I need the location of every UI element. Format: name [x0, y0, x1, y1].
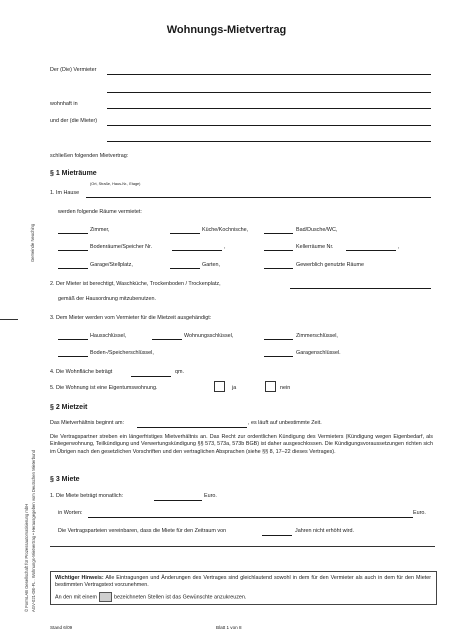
zimmerkey-label: Zimmerschlüssel,: [296, 333, 338, 339]
begin-date-field[interactable]: [137, 427, 247, 428]
area-field[interactable]: [131, 376, 171, 377]
keller-nr-field[interactable]: [346, 250, 396, 251]
section-1-heading: § 1 Mieträume: [50, 170, 97, 177]
side-brand-text: © FormLAB Gesellschaft für Prozessautomatisierung mbH: [24, 503, 29, 612]
tenant-field-2[interactable]: [107, 141, 431, 142]
rent-words-field[interactable]: [88, 517, 413, 518]
conclude-text: schließen folgenden Mietvertrag:: [50, 153, 129, 159]
zimmer-label: Zimmer,: [90, 227, 110, 233]
keller-label: Kellerräume Nr.: [296, 244, 334, 250]
gewerbe-label: Gewerblich genutzte Räume: [296, 262, 365, 268]
bodenkey-label: Boden-/Speicherschlüssel,: [90, 350, 154, 356]
section-3-heading: § 3 Miete: [50, 476, 80, 483]
house-field[interactable]: [86, 197, 431, 198]
landlord-label: Der (Die) Vermieter: [50, 67, 97, 73]
gewerbe-field[interactable]: [264, 268, 293, 269]
bad-field[interactable]: [264, 233, 293, 234]
garage-field[interactable]: [58, 268, 88, 269]
landlord-field-2[interactable]: [107, 92, 431, 93]
hint-mark-line: [55, 592, 246, 602]
hint-mark-a: An den mit einem: [55, 594, 97, 601]
shared-rooms-field[interactable]: [290, 288, 431, 289]
important-hint-box: [50, 571, 437, 605]
begins-label: Das Mietverhältnis beginnt am:: [50, 420, 125, 426]
rent-field[interactable]: [154, 500, 202, 501]
hint-text: [55, 575, 431, 590]
s1-item4: 4. Die Wohnfläche beträgt: [50, 369, 113, 375]
fold-mark: [0, 319, 18, 320]
garten-field[interactable]: [170, 268, 200, 269]
kueche-field[interactable]: [170, 233, 200, 234]
wohnungkey-field[interactable]: [152, 339, 182, 340]
no-label: nein: [280, 385, 291, 391]
garagekey-field[interactable]: [264, 356, 293, 357]
rented-text: werden folgende Räume vermietet:: [58, 209, 142, 215]
garten-label: Garten,: [202, 262, 220, 268]
tenant-field[interactable]: [107, 125, 431, 126]
unlimited-text: , es läuft auf unbestimmte Zeit.: [248, 420, 322, 426]
agree-text-b: Jahren nicht erhöht wird.: [295, 528, 355, 534]
grey-box-icon: [99, 592, 112, 602]
years-field[interactable]: [262, 535, 292, 536]
footer-stand: Stand 6/09: [50, 625, 73, 630]
location-hint: (Ort, Straße, Haus-Nr., Etage): [90, 182, 141, 186]
s1-item3: 3. Dem Mieter werden vom Vermieter für die Mietzeit ausgehändigt:: [50, 315, 212, 321]
boden-label: Bodenräume/Speicher Nr.: [90, 244, 153, 250]
bodenkey-field[interactable]: [58, 356, 88, 357]
garagekey-label: Garagenschlüssel.: [296, 350, 341, 356]
comma: ,: [224, 244, 226, 250]
euro-label: Euro.: [204, 493, 217, 499]
kueche-label: Küche/Kochnische,: [202, 227, 249, 233]
hint-mark-b: bezeichneten Stellen ist das Gewünschte anzukreuzen.: [113, 594, 247, 601]
side-code-text: AGV-021-DE-FL . Wohnungs-Mietvertrag • Herausgegeben vom Deutschen Mieterbund: [31, 449, 36, 612]
yes-label: ja: [232, 385, 237, 391]
area-unit: qm.: [175, 369, 184, 375]
tenant-label: und der (die Mieter): [50, 118, 98, 124]
wohnungkey-label: Wohnungsschlüssel,: [184, 333, 234, 339]
no-checkbox[interactable]: [265, 381, 276, 392]
zimmer-field[interactable]: [58, 233, 88, 234]
hauskey-label: Hausschlüssel,: [90, 333, 127, 339]
comma: ,: [398, 244, 400, 250]
document-title: Wohnungs-Mietvertrag: [166, 24, 287, 36]
boden-field[interactable]: [58, 250, 88, 251]
hauskey-field[interactable]: [58, 339, 88, 340]
s1-item2: 2. Der Mieter ist berechtigt, Waschküche, Trockenboden / Trockenplatz,: [50, 281, 221, 287]
s1-item5: 5. Die Wohnung ist eine Eigentumswohnung.: [50, 385, 158, 391]
section-rule: [50, 546, 435, 547]
landlord-field[interactable]: [107, 74, 431, 75]
boden-nr-field[interactable]: [172, 250, 222, 251]
s1-item1: 1. Im Hause: [50, 190, 80, 196]
section-2-heading: § 2 Mietzeit: [50, 404, 88, 411]
agree-text-a: Die Vertragsparteien vereinbaren, dass die Miete für den Zeitraum von: [58, 528, 227, 534]
s2-paragraph: Die Vertragspartner streben ein längerfristiges Mietverhältnis an. Das Recht zur ordentlichen Kündigung des Vermieters (Kündigung wegen Eigenbedarf, als Einliegerwohnung, Teilkündigung und Verwertungskündigung §§ 573, 573a, 573b BGB) ist daher ausgeschlossen. Die Kündigungsvoraussetzungen richten sich im Übrigen nach den gesetzlichen Vorschriften und den vertraglichen Absprachen (siehe §§ 8, 17–22 dieses Vertrages).: [50, 434, 433, 455]
euro2-label: Euro.: [413, 510, 426, 516]
s1-item2b: gemäß der Hausordnung mitzubenutzen.: [58, 296, 156, 302]
hint-label: Wichtiger Hinweis:: [55, 575, 104, 581]
s3-item1: 1. Die Miete beträgt monatlich:: [50, 493, 124, 499]
zimmerkey-field[interactable]: [264, 339, 293, 340]
keller-field[interactable]: [264, 250, 293, 251]
garage-label: Garage/Stellplatz,: [90, 262, 133, 268]
yes-checkbox[interactable]: [214, 381, 225, 392]
side-community-text: Gemeinde Neuching: [30, 223, 35, 262]
hint-body: Alle Eintragungen und Änderungen des Vertrages sind gleichlautend sowohl in dem für den Vermieter als auch in dem für den Mieter bestimmten Vertragstext vorzunehmen.: [55, 575, 431, 589]
footer-page: Blatt 1 von 8: [216, 625, 242, 630]
residing-label: wohnhaft in: [50, 101, 78, 107]
words-label: in Worten:: [58, 510, 83, 516]
residing-field[interactable]: [107, 108, 431, 109]
bad-label: Bad/Dusche/WC,: [296, 227, 338, 233]
